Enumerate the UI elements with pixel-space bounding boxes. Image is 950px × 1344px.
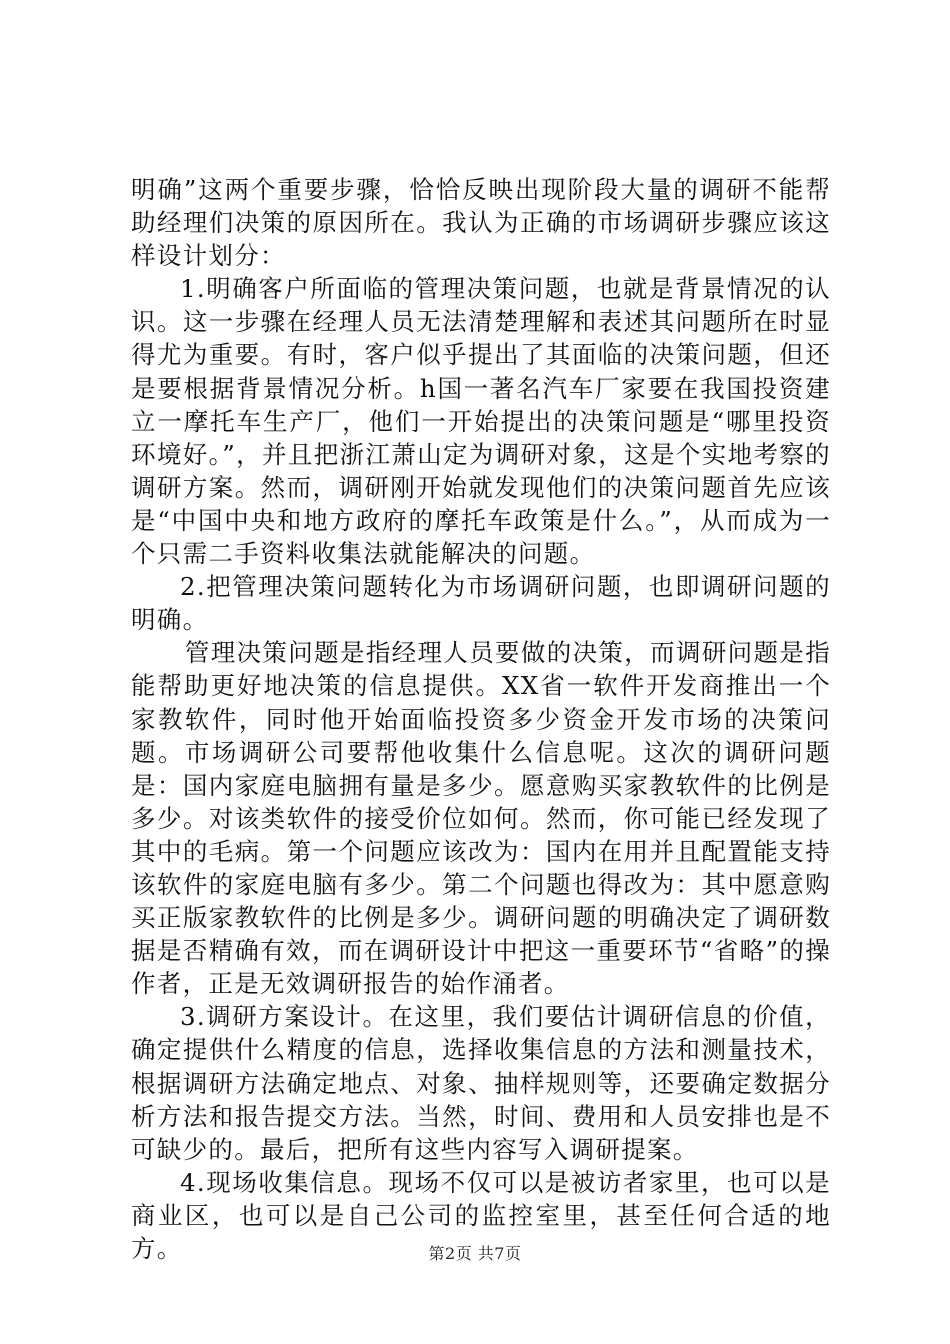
page-number-footer: 第2页 共7页 bbox=[428, 1244, 522, 1263]
paragraph-step-2-detail: 管理决策问题是指经理人员要做的决策，而调研问题是指能帮助更好地决策的信息提供。XX省一软件开发商推出一个家教软件，同时他开始面临投资多少资金开发市场的决策问题。市场调研公司要帮他收集什么信息呢。这次的调研问题是：国内家庭电脑拥有量是多少。愿意购买家教软件的比例是多少。对该类软件的接受价位如何。然而，你可能已经发现了其中的毛病。第一个问题应该改为：国内在用并且配置能支持该软件的家庭电脑有多少。第二个问题也得改为：其中愿意购买正版家教软件的比例是多少。调研问题的明确决定了调研数据是否精确有效，而在调研设计中把这一重要环节“省略”的操作者，正是无效调研报告的始作涌者。 bbox=[131, 638, 831, 999]
paragraph-step-3: 3.调研方案设计。在这里，我们要估计调研信息的价值，确定提供什么精度的信息，选择收集信息的方法和测量技术，根据调研方法确定地点、对象、抽样规则等，还要确定数据分析方法和报告提交方法。当然，时间、费用和人员安排也是不可缺少的。最后，把所有这些内容写入调研提案。 bbox=[131, 1002, 831, 1164]
paragraph-step-2: 2.把管理决策问题转化为市场调研问题，也即调研问题的明确。 bbox=[131, 572, 831, 635]
paragraph-step-1: 1.明确客户所面临的管理决策问题，也就是背景情况的认识。这一步骤在经理人员无法清楚理解和表述其问题所在时显得尤为重要。有时，客户似乎提出了其面临的决策问题，但还是要根据背景情况分析。h国一著名汽车厂家要在我国投资建立一摩托车生产厂，他们一开始提出的决策问题是“哪里投资环境好。”，并且把浙江萧山定为调研对象，这是个实地考察的调研方案。然而，调研刚开始就发现他们的决策问题首先应该是“中国中央和地方政府的摩托车政策是什么。”，从而成为一个只需二手资料收集法就能解决的问题。 bbox=[131, 274, 831, 569]
document-body bbox=[131, 173, 831, 1265]
paragraph-step-4: 4.现场收集信息。现场不仅可以是被访者家里，也可以是商业区，也可以是自己公司的监控室里，甚至任何合适的地方。 bbox=[131, 1167, 831, 1263]
paragraph-intro: 明确”这两个重要步骤，恰恰反映出现阶段大量的调研不能帮助经理们决策的原因所在。我认为正确的市场调研步骤应该这样设计划分： bbox=[131, 175, 831, 271]
